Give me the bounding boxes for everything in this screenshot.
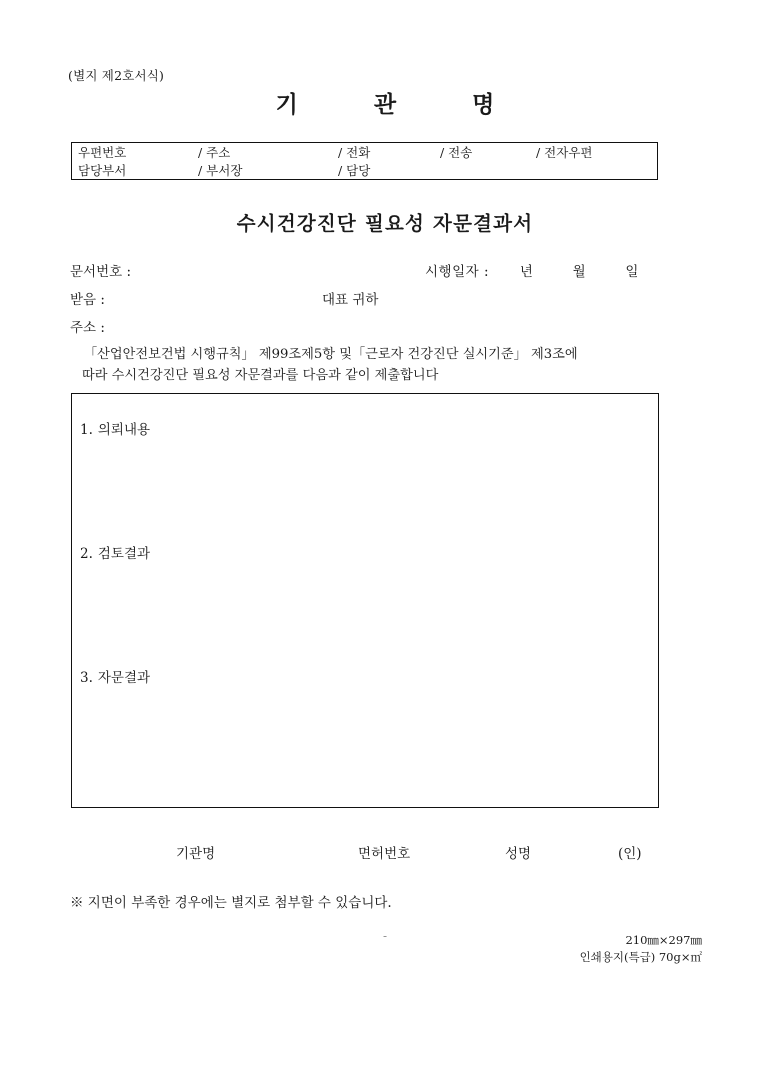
- fax-label: / 전송: [440, 145, 473, 160]
- receiver-label-part-b: 음 :: [83, 292, 105, 308]
- receiver-label-part-a: 받: [70, 292, 84, 308]
- postal-code-label: 우편번호: [78, 145, 127, 160]
- department-label: 담당부서: [78, 163, 127, 178]
- signature-name-label: 성명: [505, 846, 532, 862]
- contact-table-row: [72, 162, 657, 181]
- date-month-unit: 월: [572, 264, 587, 280]
- receiver-value: 대표 귀하: [322, 292, 379, 308]
- section-review-result: [80, 542, 150, 562]
- citation-line-2: 따라 수시건강진단 필요성 자문결과를 다음과 같이 제출합니다: [82, 368, 439, 383]
- section-2-number: 2.: [80, 546, 93, 562]
- form-code: (별지 제2호서식): [68, 68, 165, 83]
- issue-date-units: [520, 260, 674, 280]
- address-label: / 주소: [198, 145, 231, 160]
- page-marker: -: [382, 929, 388, 943]
- footnote: ※ 지면이 부족한 경우에는 별지로 첨부할 수 있습니다.: [70, 895, 392, 911]
- issue-date-label: 시행일자 :: [425, 264, 490, 280]
- address-label-part-b: 소 :: [83, 320, 105, 336]
- legal-citation-paragraph: [84, 344, 662, 386]
- receiver-label: [70, 288, 105, 308]
- organization-name-title: 기 관 명: [275, 91, 529, 118]
- section-1-number: 1.: [80, 422, 93, 438]
- email-label: / 전자우편: [536, 145, 593, 160]
- phone-label: / 전화: [338, 145, 371, 160]
- contact-table-row: [72, 144, 657, 163]
- signature-license-number-label: 면허번호: [358, 846, 411, 862]
- person-in-charge-label: / 담당: [338, 163, 371, 178]
- section-2-label: 검토결과: [97, 546, 151, 562]
- issue-date-field: [425, 260, 673, 280]
- paper-size: 210㎜×297㎜: [625, 933, 702, 947]
- paper-stock: 인쇄용지(특급) 70g×㎡: [579, 950, 702, 964]
- signature-seal-mark: (인): [618, 846, 642, 862]
- section-3-number: 3.: [80, 670, 93, 686]
- contact-info-table: [71, 142, 658, 180]
- signature-institution-label: 기관명: [176, 846, 216, 862]
- date-year-unit: 년: [519, 264, 534, 280]
- section-request-content: [80, 418, 150, 438]
- section-advisory-result: [80, 666, 150, 686]
- section-3-label: 자문결과: [97, 670, 151, 686]
- dept-head-label: / 부서장: [198, 163, 243, 178]
- document-number-label: 문서번호 :: [70, 264, 132, 280]
- citation-line-1: 「산업안전보건법 시행규칙」 제99조제5항 및「근로자 건강진단 실시기준」 제3조에: [84, 347, 578, 362]
- paper-specification: [580, 932, 702, 966]
- address-label-part-a: 주: [70, 320, 84, 336]
- page-title: 수시건강진단 필요성 자문결과서: [236, 212, 534, 235]
- signature-row: [0, 842, 770, 864]
- date-day-unit: 일: [625, 264, 639, 280]
- content-box: [71, 393, 659, 808]
- section-1-label: 의뢰내용: [97, 422, 151, 438]
- address-field-label: [70, 316, 105, 336]
